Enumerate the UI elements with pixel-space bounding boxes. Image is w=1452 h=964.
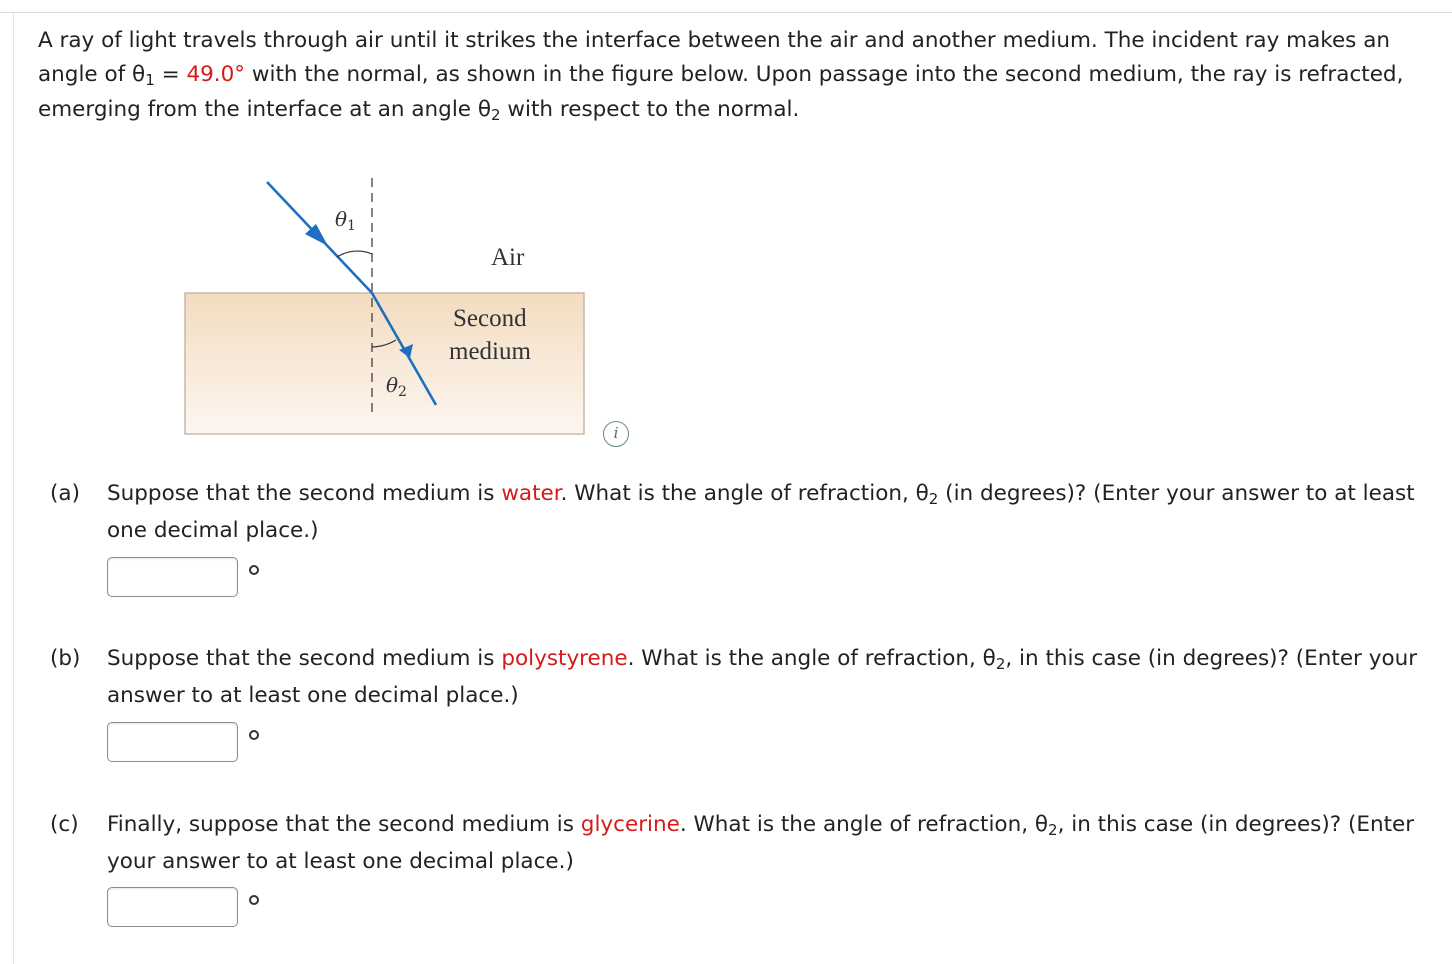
theta2-label: $\theta_2$ <box>386 373 407 400</box>
theta1-label: $\theta_1$ <box>335 207 356 234</box>
left-border <box>13 12 14 964</box>
refraction-figure <box>174 160 594 450</box>
medium-water: water <box>501 481 561 506</box>
air-label: Air <box>491 244 525 271</box>
medium-glycerine: glycerine <box>580 812 680 837</box>
top-divider <box>0 12 1452 13</box>
part-a-label: (a) <box>50 481 80 506</box>
theta1-arc <box>337 251 372 257</box>
problem-statement: A ray of light travels through air until it strikes the interface between the air and another medium. The incident ray makes an angle of $\theta_1 = 49.0^\circ$ with the normal, as shown in the figure below. Upon passage into the second medium, the ray is refracted, emerging from the interface at an angle $\theta_2$ with respect to the normal. <box>38 28 1404 124</box>
answer-input-c[interactable] <box>107 887 238 927</box>
part-c <box>50 807 1445 937</box>
answer-input-b[interactable] <box>107 722 238 762</box>
medium-polystyrene: polystyrene <box>501 646 628 671</box>
part-c-question: Finally, suppose that the second medium is glycerine. What is the angle of refraction, $\theta_2$, in this case (in degrees)? (Enter your answer to at least one decimal place.) <box>107 812 1415 874</box>
second-medium-label-line2: medium <box>449 338 531 365</box>
part-b-label: (b) <box>50 646 81 671</box>
part-a-question: Suppose that the second medium is water. What is the angle of refraction, $\theta_2$ (in degrees)? (Enter your answer to at least one decimal place.) <box>107 481 1415 543</box>
part-a <box>50 476 1445 606</box>
degree-unit-icon <box>249 730 259 740</box>
part-c-label: (c) <box>50 812 79 837</box>
degree-unit-icon <box>249 565 259 575</box>
degree-unit-icon <box>249 895 259 905</box>
part-b <box>50 641 1445 771</box>
info-icon[interactable]: i <box>603 421 629 447</box>
theta1-value: 49.0° <box>186 62 246 87</box>
answer-input-a[interactable] <box>107 557 238 597</box>
second-medium-label-line1: Second <box>453 305 527 332</box>
part-b-question: Suppose that the second medium is polystyrene. What is the angle of refraction, $\theta_2$, in this case (in degrees)? (Enter your answer to at least one decimal place.) <box>107 646 1418 708</box>
